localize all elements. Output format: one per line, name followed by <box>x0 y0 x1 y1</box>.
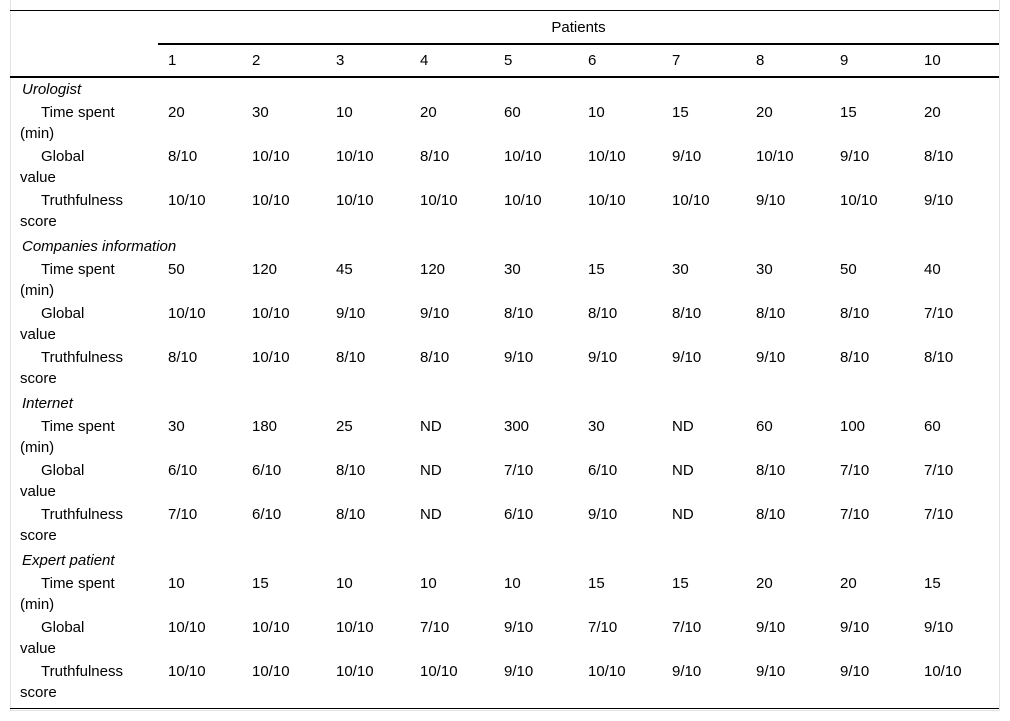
row-label-line2: (min) <box>20 282 55 299</box>
table-cell: 9/10 <box>840 619 870 636</box>
row-label-line1: Truthfulness <box>41 506 123 523</box>
row-label-line2: score <box>20 213 57 230</box>
row-label-line1: Time spent <box>41 104 115 121</box>
section-title: Urologist <box>22 81 82 98</box>
table-cell: 10/10 <box>420 663 458 680</box>
table-cell: 9/10 <box>504 349 534 366</box>
table-cell: 10/10 <box>252 349 290 366</box>
table-cell: 9/10 <box>420 305 450 322</box>
table-cell: 180 <box>252 418 278 435</box>
table-cell: 15 <box>252 575 269 592</box>
table-cell: 15 <box>588 261 605 278</box>
table-cell: 10/10 <box>252 148 290 165</box>
table-cell: ND <box>672 418 694 435</box>
table-cell: 9/10 <box>756 663 786 680</box>
table-cell: 20 <box>756 575 773 592</box>
table-cell: 10/10 <box>252 619 290 636</box>
table-cell: 7/10 <box>840 462 870 479</box>
patient-number: 2 <box>252 52 261 69</box>
table-cell: 60 <box>756 418 773 435</box>
table-cell: 10/10 <box>168 663 206 680</box>
table-cell: 60 <box>504 104 521 121</box>
row-label-line2: value <box>20 483 56 500</box>
row-label-line2: value <box>20 326 56 343</box>
patient-number: 6 <box>588 52 597 69</box>
table-cell: 9/10 <box>672 349 702 366</box>
table-cell: 10/10 <box>840 192 878 209</box>
table-cell: 20 <box>168 104 185 121</box>
table-cell: 8/10 <box>924 148 954 165</box>
table-cell: 10/10 <box>336 148 374 165</box>
table-cell: 10/10 <box>420 192 458 209</box>
row-label-line1: Global <box>41 462 85 479</box>
table-cell: 15 <box>924 575 941 592</box>
table-cell: 8/10 <box>924 349 954 366</box>
table-cell: 6/10 <box>168 462 198 479</box>
table-cell: ND <box>420 418 442 435</box>
table-cell: 10 <box>168 575 185 592</box>
table-cell: 50 <box>840 261 857 278</box>
table-cell: 9/10 <box>588 506 618 523</box>
table-cell: 40 <box>924 261 941 278</box>
table-cell: 300 <box>504 418 530 435</box>
table-cell: 6/10 <box>588 462 618 479</box>
patient-number: 5 <box>504 52 513 69</box>
table-cell: 8/10 <box>840 305 870 322</box>
table-cell: 9/10 <box>672 663 702 680</box>
table-cell: 15 <box>840 104 857 121</box>
row-label-line1: Truthfulness <box>41 192 123 209</box>
table-cell: 9/10 <box>588 349 618 366</box>
table-cell: 30 <box>756 261 773 278</box>
table-cell: 10/10 <box>168 192 206 209</box>
table-cell: 10/10 <box>336 663 374 680</box>
table-cell: 10/10 <box>168 619 206 636</box>
table-cell: 10/10 <box>168 305 206 322</box>
table-cell: 15 <box>672 104 689 121</box>
table-cell: 9/10 <box>672 148 702 165</box>
row-label-line1: Time spent <box>41 261 115 278</box>
table-cell: 7/10 <box>924 305 954 322</box>
table-cell: ND <box>672 506 694 523</box>
table-cell: 10/10 <box>588 192 626 209</box>
table-cell: ND <box>672 462 694 479</box>
table-cell: 15 <box>588 575 605 592</box>
table-cell: 10/10 <box>672 192 710 209</box>
table-cell: 10 <box>336 104 353 121</box>
patient-number: 8 <box>756 52 765 69</box>
table-cell: 8/10 <box>168 349 198 366</box>
row-label-line2: value <box>20 169 56 186</box>
table-cell: 9/10 <box>840 148 870 165</box>
table-cell: 9/10 <box>924 192 954 209</box>
table-cell: 10 <box>336 575 353 592</box>
table-cell: 9/10 <box>504 663 534 680</box>
row-label-line1: Global <box>41 305 85 322</box>
patients-header: Patients <box>551 19 606 36</box>
row-label-line1: Truthfulness <box>41 663 123 680</box>
table-cell: 10/10 <box>252 192 290 209</box>
table-cell: 8/10 <box>756 305 786 322</box>
table-cell: 20 <box>840 575 857 592</box>
table-cell: 10 <box>504 575 521 592</box>
table-cell: 10/10 <box>588 663 626 680</box>
table-cell: 8/10 <box>756 506 786 523</box>
table-cell: 6/10 <box>252 462 282 479</box>
table-cell: 100 <box>840 418 866 435</box>
table-cell: 30 <box>168 418 185 435</box>
patient-number: 4 <box>420 52 429 69</box>
table-cell: 8/10 <box>588 305 618 322</box>
patient-number: 9 <box>840 52 849 69</box>
table-cell: 8/10 <box>840 349 870 366</box>
row-label-line2: score <box>20 527 57 544</box>
table-cell: 8/10 <box>336 349 366 366</box>
table-cell: 7/10 <box>420 619 450 636</box>
table-cell: ND <box>420 506 442 523</box>
table-cell: 8/10 <box>420 148 450 165</box>
table-cell: 7/10 <box>672 619 702 636</box>
table-top-rule <box>10 10 999 11</box>
row-label-line2: value <box>20 640 56 657</box>
table-cell: 9/10 <box>840 663 870 680</box>
section-title: Expert patient <box>22 552 115 569</box>
table-cell: 9/10 <box>504 619 534 636</box>
table-cell: 45 <box>336 261 353 278</box>
table-cell: 9/10 <box>336 305 366 322</box>
row-label-line1: Time spent <box>41 418 115 435</box>
section-title: Companies information <box>22 238 177 255</box>
row-label-line2: (min) <box>20 439 55 456</box>
table-cell: 120 <box>420 261 446 278</box>
table-cell: 15 <box>672 575 689 592</box>
table-cell: 8/10 <box>336 462 366 479</box>
table-cell: 8/10 <box>504 305 534 322</box>
table-cell: 120 <box>252 261 278 278</box>
table-cell: 20 <box>756 104 773 121</box>
table-cell: 10/10 <box>504 192 542 209</box>
patients-header-rule <box>158 43 999 45</box>
table-cell: 8/10 <box>336 506 366 523</box>
patient-number: 7 <box>672 52 681 69</box>
table-cell: 50 <box>168 261 185 278</box>
row-label-line1: Global <box>41 619 85 636</box>
table-cell: 9/10 <box>924 619 954 636</box>
row-label-line2: score <box>20 370 57 387</box>
table-cell: 10/10 <box>588 148 626 165</box>
table-cell: 10/10 <box>924 663 962 680</box>
table-cell: ND <box>420 462 442 479</box>
row-label-line1: Truthfulness <box>41 349 123 366</box>
table-cell: 10/10 <box>756 148 794 165</box>
row-label-line2: score <box>20 684 57 701</box>
table-cell: 9/10 <box>756 349 786 366</box>
row-label-line2: (min) <box>20 596 55 613</box>
table-cell: 30 <box>504 261 521 278</box>
row-label-line1: Global <box>41 148 85 165</box>
patient-number: 1 <box>168 52 177 69</box>
table-cell: 10 <box>420 575 437 592</box>
table-cell: 9/10 <box>756 192 786 209</box>
table-cell: 10/10 <box>504 148 542 165</box>
table-cell: 8/10 <box>420 349 450 366</box>
table-cell: 20 <box>420 104 437 121</box>
table-cell: 10/10 <box>336 619 374 636</box>
table-cell: 30 <box>252 104 269 121</box>
table-bottom-rule <box>10 708 999 709</box>
table-cell: 10/10 <box>252 305 290 322</box>
table-cell: 30 <box>588 418 605 435</box>
table-cell: 7/10 <box>504 462 534 479</box>
row-label-line2: (min) <box>20 125 55 142</box>
table-cell: 7/10 <box>924 506 954 523</box>
table-cell: 7/10 <box>588 619 618 636</box>
table-cell: 10/10 <box>252 663 290 680</box>
table-cell: 6/10 <box>504 506 534 523</box>
section-title: Internet <box>22 395 73 412</box>
table-cell: 60 <box>924 418 941 435</box>
row-label-line1: Time spent <box>41 575 115 592</box>
table-cell: 7/10 <box>168 506 198 523</box>
table-cell: 10/10 <box>336 192 374 209</box>
table-cell: 20 <box>924 104 941 121</box>
table-cell: 6/10 <box>252 506 282 523</box>
table-cell: 7/10 <box>840 506 870 523</box>
header-bottom-rule <box>10 76 999 78</box>
table-cell: 7/10 <box>924 462 954 479</box>
table-cell: 9/10 <box>756 619 786 636</box>
patient-number: 3 <box>336 52 345 69</box>
patient-number: 10 <box>924 52 941 69</box>
table-cell: 30 <box>672 261 689 278</box>
table-cell: 8/10 <box>168 148 198 165</box>
table-cell: 25 <box>336 418 353 435</box>
table-cell: 8/10 <box>756 462 786 479</box>
table-cell: 10 <box>588 104 605 121</box>
table-cell: 8/10 <box>672 305 702 322</box>
